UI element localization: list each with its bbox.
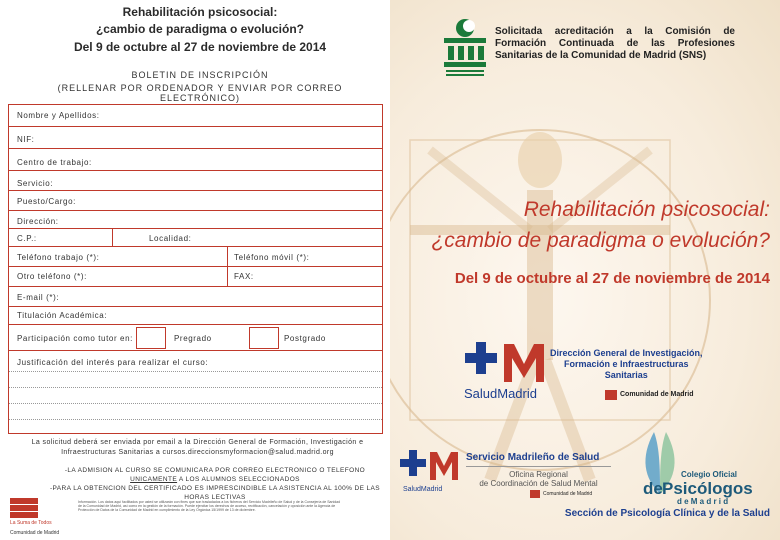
field-servicio[interactable] <box>9 171 382 191</box>
cover-title-line2: ¿cambio de paradigma o evolución? <box>431 229 770 252</box>
label-cp: C.P.: <box>17 234 37 243</box>
label-fax: FAX: <box>234 272 254 281</box>
cover-dates: Del 9 de octubre al 27 de noviembre de 2014 <box>454 270 770 287</box>
comunidad-text: Comunidad de Madrid <box>10 530 60 536</box>
comunidad-flag-icon <box>605 390 617 400</box>
admision-text: -LA ADMISION AL CURSO SE COMUNICARA POR CORREO ELECTRONICO O TELEFONO <box>64 467 366 474</box>
cop-line1 <box>681 470 737 479</box>
admision-underline: UNICAMENTE <box>130 476 178 483</box>
cover-panel <box>390 0 780 540</box>
field-puesto[interactable] <box>9 191 382 211</box>
label-email: E-mail (*): <box>17 293 60 302</box>
field-titulacion[interactable] <box>9 307 382 325</box>
salud-madrid-text: SaludMadrid <box>464 386 537 401</box>
field-nif[interactable] <box>9 127 382 149</box>
comunidad-label: Comunidad de Madrid <box>620 391 694 398</box>
justificacion-line[interactable] <box>9 419 382 420</box>
label-centro: Centro de trabajo: <box>17 158 92 167</box>
label-nif: NIF: <box>17 135 35 144</box>
registration-form <box>8 104 383 434</box>
label-direccion: Dirección: <box>17 217 59 226</box>
label-tutor: Participación como tutor en: <box>17 334 133 343</box>
legal-text: Información. Los datos aquí facilitados por usted se utilizarán con fines que son trasladados a los ficheros del Servicio Madrileño de Salud y de la Consejería de Sanidad de la Comunidad de Madrid, así como en la gestión de la formación. Puede ejercitar los derechos de acceso, rectificación, cancelación y oposición ante la Agencia de Protección de Datos de la Comunidad de Madrid en cumplimiento de la Ley Orgánica 15/1999 de 13 de diciembre. <box>78 500 341 512</box>
boletin-subtitle: (RELLENAR POR ORDENADOR Y ENVIAR POR CORREO ELECTRÓNICO) <box>57 83 343 103</box>
label-tel-movil: Teléfono móvil (*): <box>234 253 310 262</box>
admision-text-end: A LOS ALUMNOS SELECCIONADOS <box>177 476 300 483</box>
dg-line2: Formación e Infraestructuras <box>564 359 689 369</box>
course-dates: Del 9 de octubre al 27 de noviembre de 2014 <box>73 40 327 54</box>
acreditacion-text: Solicitada acreditación a la Comisión de Formación Continuada de las Profesiones Sanitarias de la Comunidad de Madrid (SNS) <box>495 26 735 61</box>
sms-sub1: Oficina Regional <box>509 470 568 479</box>
label-otro-tel: Otro teléfono (*): <box>17 272 87 281</box>
la-suma-logo <box>10 498 38 518</box>
envio-note: La solicitud deberá ser enviada por email a la Dirección General de Formación, Investigación e Infraestructuras Sanitarias a cursos.direccionsmyformacion@salud.madrid.org <box>31 439 364 456</box>
label-justificacion: Justificación del interés para realizar el curso: <box>17 358 209 367</box>
certificado-note: -PARA LA OBTENCION DEL CERTIFICADO ES IMPRESCINDIBLE LA ASISTENCIA AL 100% DE LAS HORAS LECTIVAS <box>49 485 381 501</box>
postgrado-checkbox[interactable] <box>249 327 279 349</box>
field-direccion[interactable] <box>9 211 382 229</box>
field-nombre[interactable] <box>9 105 382 127</box>
label-puesto: Puesto/Cargo: <box>17 197 76 206</box>
course-title-line2: ¿cambio de paradigma o evolución? <box>95 22 305 36</box>
sms-sub2: de Coordinación de Salud Mental <box>479 479 598 488</box>
pregrado-checkbox[interactable] <box>136 327 166 349</box>
cop-madrid: d e M a d r i d <box>677 497 729 506</box>
label-servicio: Servicio: <box>17 179 54 188</box>
field-cp-row <box>9 229 382 247</box>
justificacion-line[interactable] <box>9 371 382 372</box>
cop-psicologos: Psicólogos <box>662 479 753 498</box>
label-pregrado: Pregrado <box>174 334 212 343</box>
la-suma-text: La Suma de Todos <box>10 520 52 526</box>
cop-de: de <box>643 479 663 498</box>
dg-name <box>550 348 703 381</box>
label-localidad: Localidad: <box>149 234 192 243</box>
sms-comunidad: Comunidad de Madrid <box>543 491 593 497</box>
justificacion-line[interactable] <box>9 387 382 388</box>
sms-title: Servicio Madrileño de Salud <box>466 452 600 463</box>
sms-office <box>466 470 611 488</box>
course-title-line1: Rehabilitación psicosocial: <box>122 5 278 19</box>
label-tel-trabajo: Teléfono trabajo (*): <box>17 253 100 262</box>
seccion-text: Sección de Psicología Clínica y de la Salud <box>564 508 770 519</box>
label-nombre: Nombre y Apellidos: <box>17 111 100 120</box>
admision-note <box>45 466 385 484</box>
label-titulacion: Titulación Académica: <box>17 311 108 320</box>
field-email[interactable] <box>9 287 382 307</box>
sms-salud-text: SaludMadrid <box>403 486 443 493</box>
acreditacion-seal-icon <box>442 16 488 78</box>
divider <box>112 229 113 247</box>
label-postgrado: Postgrado <box>284 334 326 343</box>
dg-line1: Dirección General de Investigación, <box>550 348 703 358</box>
boletin-title: BOLETIN DE INSCRIPCIÓN <box>131 70 269 80</box>
field-centro[interactable] <box>9 149 382 171</box>
cop-name-1: Colegio Oficial <box>681 470 738 479</box>
sms-flag-icon <box>530 490 540 498</box>
justificacion-line[interactable] <box>9 403 382 404</box>
dg-line3: Sanitarias <box>604 370 648 380</box>
cover-title-line1: Rehabilitación psicosocial: <box>523 198 770 221</box>
sms-divider <box>466 466 611 467</box>
